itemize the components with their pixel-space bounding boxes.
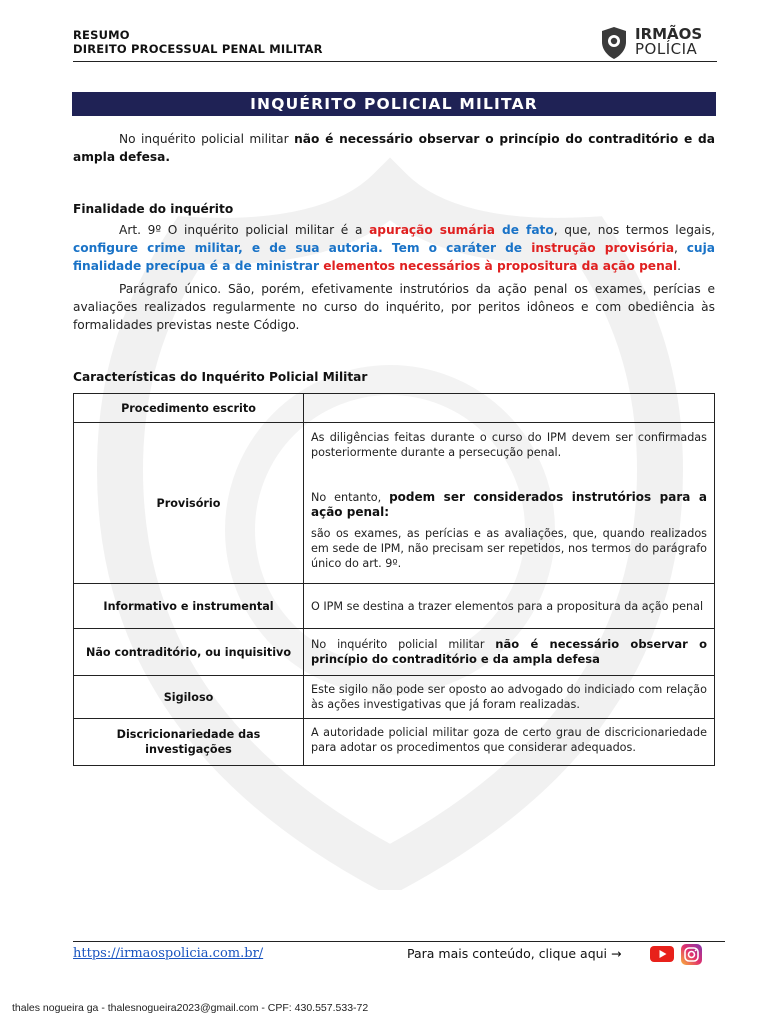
provisorio-p2-emphasis: podem ser considerados instrutórios para a ação penal: — [311, 490, 707, 519]
art-highlight-red: instrução provisória — [531, 241, 675, 255]
youtube-icon[interactable] — [650, 945, 674, 963]
art-highlight-blue: cuja finalidade precípua é a de ministrar — [73, 241, 715, 273]
row-description — [304, 629, 715, 676]
table-row — [74, 719, 715, 766]
intro-text: No inquérito policial militar — [119, 132, 295, 146]
row-label: Sigiloso — [74, 676, 304, 719]
table-row — [74, 423, 715, 584]
table-row — [74, 584, 715, 629]
footer-cta-text: Para mais conteúdo, clique aqui → — [407, 946, 622, 961]
logo-text-top: IRMÃOS — [635, 25, 703, 43]
row-label: Discricionariedade das investigações — [74, 719, 304, 766]
page-title: INQUÉRITO POLICIAL MILITAR — [72, 92, 716, 116]
row-label: Informativo e instrumental — [74, 584, 304, 629]
footer-divider — [73, 941, 725, 942]
finalidade-heading: Finalidade do inquérito — [73, 202, 234, 216]
header-line2: DIREITO PROCESSUAL PENAL MILITAR — [73, 42, 323, 56]
paragrafo-unico: Parágrafo único. São, porém, efetivamente instrutórios da ação penal os exames, perícias e avaliações realizados regularmente no curso do inquérito, por peritos idôneos e com obediência às formalidades previstas neste Código. — [73, 282, 715, 332]
caracteristicas-table — [73, 393, 715, 766]
row-label: Provisório — [74, 423, 304, 584]
row-description: A autoridade policial militar goza de certo grau de discricionariedade para adotar os procedimentos que considerar adequados. — [304, 719, 715, 766]
art-text: , — [674, 241, 687, 255]
row-description: Este sigilo não pode ser oposto ao advogado do indiciado com relação às ações investigativas que já foram realizadas. — [304, 676, 715, 719]
art-9-paragraph — [73, 221, 715, 275]
provisorio-p2-text: No entanto, — [311, 491, 390, 504]
art-highlight-blue: configure crime militar, e de sua autoria. Tem o caráter de — [73, 241, 532, 255]
instagram-icon[interactable] — [681, 944, 702, 965]
table-row — [74, 676, 715, 719]
art-highlight-red: apuração sumária — [369, 223, 496, 237]
provisorio-p1: As diligências feitas durante o curso do IPM devem ser confirmadas posteriormente durante a persecução penal. — [311, 431, 707, 459]
logo-text-bottom: POLÍCIA — [635, 40, 698, 58]
inquisitivo-text: No inquérito policial militar — [311, 638, 496, 651]
art-text: . — [677, 259, 682, 273]
header-title — [73, 28, 323, 56]
row-description: O IPM se destina a trazer elementos para a propositura da ação penal — [304, 584, 715, 629]
provisorio-p3: são os exames, as perícias e as avaliações, que, quando realizados em sede de IPM, não precisam ser repetidos, nos termos do parágrafo único do art. 9º. — [311, 527, 707, 570]
table-row — [74, 629, 715, 676]
art-text: , que, nos termos legais, — [553, 223, 716, 237]
inquisitivo-emphasis: não é necessário observar o princípio do contraditório e da ampla defesa — [311, 637, 707, 666]
row-description — [304, 423, 715, 584]
shield-badge-icon — [599, 26, 629, 60]
art-highlight-red: elementos necessários à propositura da ação penal — [323, 259, 678, 273]
row-label: Procedimento escrito — [74, 394, 304, 423]
intro-emphasis: não é necessário observar o princípio do contraditório e da ampla defesa. — [73, 132, 715, 164]
brand-logo — [599, 26, 715, 60]
art-text: Art. 9º O inquérito policial militar é a — [119, 223, 370, 237]
row-label: Não contraditório, ou inquisitivo — [74, 629, 304, 676]
caracteristicas-heading: Características do Inquérito Policial Militar — [73, 370, 368, 384]
website-link[interactable]: https://irmaospolicia.com.br/ — [73, 946, 264, 961]
watermark-user-info: thales nogueira ga - thalesnogueira2023@gmail.com - CPF: 430.557.533-72 — [12, 1002, 369, 1014]
art-highlight-blue: de fato — [495, 223, 554, 237]
intro-paragraph — [73, 130, 715, 166]
table-row — [74, 394, 715, 423]
header-line1: RESUMO — [73, 28, 130, 42]
provisorio-p2 — [311, 490, 707, 520]
page-header — [73, 25, 717, 62]
row-description — [304, 394, 715, 423]
